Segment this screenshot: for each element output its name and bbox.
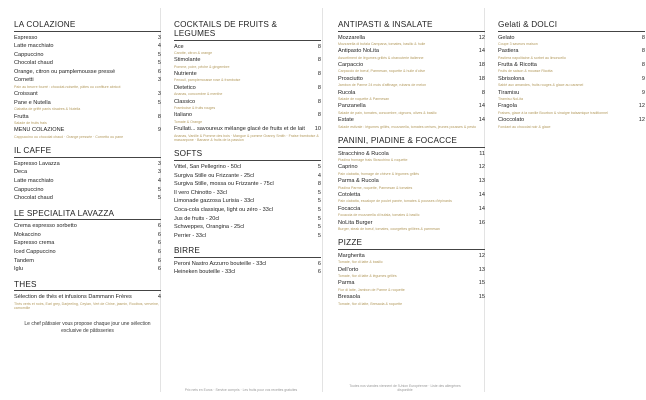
item-price: 6 [157,231,161,238]
menu-item [14,232,161,239]
menu-item [338,117,485,124]
item-name: Bresaola [338,294,361,301]
item-name: Peroni Nastro Azzurro bouteille - 33cl [174,260,267,267]
item-price: 6 [157,266,161,273]
item-name: Stimolante [174,57,201,64]
item-name: Coca-cola classique, light ou zéro - 33cl [174,206,273,213]
item-name: Deca [14,169,28,176]
item-name: Pane e Nutella [14,99,51,106]
menu-item [338,206,485,213]
item-description: Coupe 3 saveurs maison [498,41,538,46]
menu-item [14,169,161,176]
menu-column-3 [338,20,485,313]
menu-item [174,216,321,223]
item-price: 5 [157,99,161,106]
item-description: Tomate, fior di latte & légumes grillés [338,274,397,279]
section-title: Gelati & DOLCI [498,20,645,32]
menu-item [14,127,161,134]
item-price: 14 [478,191,485,198]
item-price: 12 [478,34,485,41]
item-price: 5 [317,163,321,170]
menu-item [498,76,645,83]
menu-item [174,85,321,92]
item-name: Cappuccino [14,51,44,58]
item-price: 12 [638,103,645,110]
menu-item [174,198,321,205]
item-name: Iced Cappuccino [14,249,56,255]
item-price: 5 [157,195,161,202]
menu-item [338,103,485,110]
item-name: MENU COLAZIONE [14,127,65,134]
item-name: Surgiva Stille ou Frizzante - 25cl [174,172,255,179]
menu-item [14,69,161,76]
menu-item [14,35,161,42]
item-name: Italiano [174,112,193,119]
item-price: 6 [317,269,321,276]
section-title: THES [14,280,161,292]
menu-item [174,233,321,240]
menu-item [338,48,485,55]
item-name: Caprino [338,164,358,171]
item-price: 12 [478,252,485,259]
menu-item [14,249,161,256]
menu-item [14,195,161,202]
pastry-note: Le chef pâtissier vous propose chaque jour une sélection exclusive de pâtisseries [24,321,151,334]
menu-item [338,280,485,287]
menu-item [14,60,161,67]
item-name: Carpaccio [338,62,364,69]
item-price: 3 [157,77,161,84]
item-price: 6 [157,68,161,75]
item-name: Schweppes, Orangina - 25cl [174,224,245,231]
item-price: 8 [481,89,485,96]
item-name: Fragola [498,103,517,110]
menu-item [338,294,485,301]
item-description: Fruits de saison & mousse Ricotta [498,69,553,74]
item-description: Mozzarella di bufala Campana, tomates, basilic & huile [338,41,426,46]
item-description: Fenouil, pamplemousse rose & framboise [174,78,241,83]
item-description: Pain ciabatta, fromage de chèvre & légumes grillés [338,171,420,176]
item-description: Salade de roquette & Parmesan [338,97,390,102]
item-price: 13 [478,266,485,273]
item-description: Assortiment de légumes grillés & charcuterie italienne [338,55,424,60]
menu-item [498,103,645,110]
item-price: 5 [157,186,161,193]
item-price: 4 [157,294,161,301]
section-title: PIZZE [338,238,485,250]
item-description: Tomate, fior di latte, Bresaola & roquette [338,301,403,306]
item-price: 5 [317,232,321,239]
menu-item [498,90,645,97]
menu-column-1 [14,20,161,334]
item-price: 5 [157,51,161,58]
item-name: Mozzarella [338,34,366,41]
item-name: Margherita [338,252,365,259]
menu-item [338,151,485,158]
item-name: Sélection de thés et infusions Dammann Frères [14,294,132,301]
item-price: 3 [157,91,161,98]
menu-item [338,220,485,227]
item-name: Rucola [338,89,356,96]
item-description: Jambon de Parme 24 mois d'affinage, rubans de melon [338,83,427,88]
item-description: Carotte, citron & orange [174,50,213,55]
menu-item [338,267,485,274]
section-title: PANINI, PIADINE & FOCACCE [338,136,485,148]
item-name: Ace [174,43,184,50]
item-price: 8 [641,62,645,69]
item-description: Pomme, poire, pêche & gingembre [174,64,230,69]
item-price: 5 [157,60,161,67]
item-name: Estate [338,117,354,124]
menu-item [14,187,161,194]
menu-item [14,91,161,98]
item-name: Cioccolato [498,117,525,124]
item-description: Cappuccino ou chocolat chaud · Orange pressée · Cornetto ou pane [14,134,124,139]
section-title: SOFTS [174,149,321,161]
item-name: Frutta & Ricotta [498,62,537,69]
menu-item [498,48,645,55]
menu-item [174,112,321,119]
item-price: 8 [317,112,321,119]
item-price: 14 [478,103,485,110]
item-description: Pastiera napolitaine & sorbet au limoncello [498,55,566,60]
menu-item [498,62,645,69]
item-name: Croissant [14,91,38,98]
item-description: Fondant au chocolat noir & glace [498,124,551,129]
menu-item [174,261,321,268]
item-price: 5 [317,224,321,231]
item-price: 8 [317,181,321,188]
item-price: 6 [157,249,161,255]
menu-item [338,178,485,185]
item-description: Piadina Parme, roquette, Parmesan & tomates [338,185,413,190]
item-price: 6 [157,223,161,230]
item-name: Nutriente [174,71,197,78]
item-description: Tomate, fior di latte & basilic [338,260,383,265]
menu-item [174,99,321,106]
item-description: Piadina fromage frais Stracchino & roquette [338,157,408,162]
item-name: Classico [174,98,196,105]
item-price: 12 [478,164,485,171]
menu-item [174,164,321,171]
item-description: Fior di latte, Jambon de Parme & roquette [338,287,405,292]
item-description: Carpaccio de bœuf, Parmesan, roquette & huile d'olive [338,69,426,74]
item-name: Latte macchiato [14,43,54,50]
item-price: 13 [478,178,485,185]
item-name: Cornetti [14,77,34,84]
item-name: Tiramisu [498,89,520,96]
item-price: 11 [479,150,485,157]
menu-item [174,126,321,133]
footer-note: Prix nets en Euros · Service compris · Les fruits pour vos recettes gratuites [184,387,298,392]
item-name: Jus de fruits - 20cl [174,215,220,222]
item-price: 14 [478,117,485,124]
item-price: 16 [478,219,485,226]
item-name: Limonade gazzosa Lurisia - 33cl [174,198,255,205]
item-name: Iglu [14,266,24,273]
item-price: 8 [641,34,645,41]
menu-item [174,57,321,64]
item-name: Pastiera [498,48,519,55]
item-name: Chocolat chaud [14,195,53,202]
item-name: Heineken bouteille - 33cl [174,269,236,276]
item-price: 3 [157,34,161,41]
menu-item [14,223,161,230]
item-price: 3 [157,160,161,167]
menu-item [14,161,161,168]
item-price: 14 [478,48,485,55]
menu-item [174,190,321,197]
item-name: Frutta [14,113,29,120]
item-price: 5 [317,189,321,196]
menu-item [14,52,161,59]
item-description: Focaccia de mozzarella di bufala, tomates & basilic [338,213,420,218]
item-name: Panzanella [338,103,366,110]
item-price: 5 [317,198,321,205]
menu-item [338,62,485,69]
item-description: Salade de pain, tomates, concombre, oignons, olives & basilic [338,110,437,115]
item-name: Dietetico [174,84,196,91]
menu-item [174,224,321,231]
menu-item [14,240,161,247]
item-name: Cappuccino [14,186,44,193]
item-price: 6 [317,260,321,267]
item-name: Prosciutto [338,75,363,82]
section-title: IL CAFFE [14,146,161,158]
menu-item [14,77,161,84]
item-description: Pain au beurre fourré : chocolat-noisette, pâtes ou confiture abricot [14,84,121,89]
item-description: Thés verts et noirs, Earl grey, Darjeeling, Ceylan, Vert de Chine, jasmin, Rooibos, verveine, camomille [14,301,159,311]
item-description: Burger, steak de bœuf, tomates, courgettes grillées & parmesan [338,226,440,231]
item-description: Fraises, glace à la vanille Bourbon & vinaigre balsamique traditionnel [498,110,608,115]
menu-item [338,164,485,171]
item-description: Salade de fruits frais [14,121,47,126]
item-name: Il vero Chinotto - 33cl [174,189,227,196]
item-name: Stracchino & Rucola [338,150,389,157]
section-title: COCKTAILS DE FRUITS & LEGUMES [174,20,321,41]
item-price: 8 [317,57,321,64]
menu-item [338,76,485,83]
menu-item [14,258,161,265]
menu-item [174,44,321,51]
item-name: Crema espresso sorbetto [14,223,77,230]
item-price: 4 [157,43,161,50]
footer-note: Toutes nos viandes viennent de l'Union Européenne · Liste des allergènes disponible [349,383,461,392]
item-name: Parma [338,280,355,287]
item-description: Salade estivale : légumes grillés, mozzarella, tomates cerises, jeunes pousses & pesto [338,124,477,129]
item-description: Framboise & fruits rouges [174,106,216,111]
item-name: Espresso crema [14,240,55,247]
menu-item [498,35,645,42]
item-price: 8 [317,43,321,50]
item-price: 9 [641,89,645,96]
menu-item [14,43,161,50]
menu-item [498,117,645,124]
item-name: Espresso [14,34,38,41]
menu-item [174,71,321,78]
menu-item [338,253,485,260]
section-title: LE SPECIALITA LAVAZZA [14,209,161,221]
item-price: 5 [317,215,321,222]
item-name: Dell'orto [338,266,359,273]
item-price: 8 [317,84,321,91]
menu-item [14,178,161,185]
menu-item [174,269,321,276]
section-title: ANTIPASTI & INSALATE [338,20,485,32]
item-name: Orange, citron ou pamplemousse pressé [14,68,116,75]
item-name: Surgiva Stille, mossa ou Frizzante - 75cl [174,181,274,188]
item-name: Mokaccino [14,231,41,238]
item-name: Perrier - 33cl [174,232,207,239]
item-price: 15 [478,294,485,301]
item-description: Pain ciabatta, escalope de poulet panée, tomates & pousses d'épinards [338,199,452,204]
item-price: 9 [157,127,161,134]
item-description: Sablé aux amandes, fruits rouges & glace au caramel [498,83,584,88]
item-price: 8 [157,113,161,120]
menu-column-2 [174,20,321,283]
item-price: 6 [157,240,161,247]
menu-item [338,192,485,199]
item-description: Ciabatta de griffé panis rôsaires & Nutella [14,107,81,112]
item-description: Tiramisu NoLita [498,97,524,102]
item-price: 5 [317,206,321,213]
menu-item [338,35,485,42]
item-name: Latte macchiato [14,177,54,184]
item-price: 6 [157,257,161,264]
menu-item [338,90,485,97]
item-description: Ananas, concombre & menthe [174,92,223,97]
menu-item [174,173,321,180]
item-name: Vittel, San Pellegrino - 50cl [174,163,242,170]
item-price: 8 [317,71,321,78]
item-price: 14 [478,205,485,212]
item-price: 15 [478,280,485,287]
item-name: Espresso Lavazza [14,160,60,167]
item-price: 8 [317,98,321,105]
item-name: Antipasto NoLita [338,48,380,55]
item-price: 18 [478,62,485,69]
item-name: Frullati... savoureux mélange glacé de fruits et de lait [174,126,305,133]
menu-item [14,100,161,107]
menu-item [174,207,321,214]
menu-column-4 [498,20,645,136]
fold-line [322,8,323,392]
item-price: 4 [317,172,321,179]
item-name: Tandem [14,257,34,264]
item-name: NoLita Burger [338,219,373,226]
item-price: 4 [157,177,161,184]
menu-item [174,181,321,188]
item-name: Cotoletta [338,191,361,198]
item-name: Gelato [498,34,515,41]
item-description: Tomate & Orange [174,119,203,124]
item-description: Ananas, Vanille & Pomme des bois · Mangue & pomme Granny Smith · Fraise framboise & mascarpone · Banane & fruits de la passion [174,133,319,143]
item-price: 8 [641,48,645,55]
item-price: 3 [157,169,161,176]
section-title: BIRRE [174,246,321,258]
section-title: LA COLAZIONE [14,20,161,32]
item-price: 18 [478,75,485,82]
item-name: Sbrisolona [498,75,525,82]
menu-item [14,114,161,121]
item-price: 12 [638,117,645,124]
item-name: Parma & Rucola [338,178,379,185]
item-name: Focaccia [338,205,361,212]
item-price: 9 [641,75,645,82]
item-price: 10 [314,126,321,133]
menu-item [14,266,161,273]
item-name: Chocolat chaud [14,60,53,67]
menu-item [14,294,161,301]
